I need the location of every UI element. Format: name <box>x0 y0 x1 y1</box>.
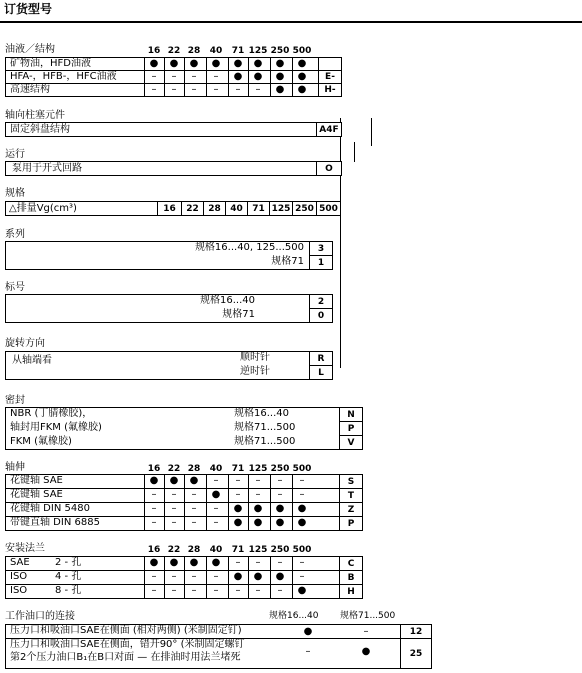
availability-mark: ● <box>149 475 159 486</box>
availability-mark: – <box>171 489 177 500</box>
availability-mark: ● <box>275 571 285 582</box>
size-label: 250 <box>270 545 290 555</box>
code-box: 25 <box>400 638 432 669</box>
availability-mark: ● <box>297 71 307 82</box>
code-box: H- <box>318 83 342 97</box>
port-desc: 压力口和吸油口SAE在侧面，错开90° (米制固定螺钉 <box>10 639 245 650</box>
availability-mark: – <box>191 489 197 500</box>
code-operation: O <box>316 161 342 176</box>
row-label: 矿物油，HFD油液 <box>10 58 91 69</box>
code-box: R <box>309 351 333 366</box>
code-box: H <box>339 584 363 599</box>
availability-mark: – <box>191 517 197 528</box>
availability-mark: ● <box>303 626 313 637</box>
code-box: Z <box>339 502 363 517</box>
availability-mark: ● <box>297 58 307 69</box>
row-edge <box>5 516 6 530</box>
availability-mark: ● <box>275 58 285 69</box>
size-box: 250 <box>292 201 317 216</box>
size-label: 16 <box>147 46 161 56</box>
size-label: 22 <box>167 464 181 474</box>
row-label: 2 - 孔 <box>55 557 82 568</box>
availability-mark: – <box>171 585 177 596</box>
availability-mark: – <box>255 585 261 596</box>
row-label: HFA-，HFB-，HFC油液 <box>10 71 117 82</box>
code-box: P <box>339 421 363 436</box>
row-edge <box>5 488 6 502</box>
row-label: 花键轴 SAE <box>10 489 63 500</box>
seals-heading: 密封 <box>5 395 25 406</box>
availability-mark: ● <box>297 585 307 596</box>
availability-mark: – <box>299 475 305 486</box>
row-label: 8 - 孔 <box>55 585 82 596</box>
availability-mark: ● <box>211 557 221 568</box>
row-edge <box>5 502 6 516</box>
availability-mark: ● <box>169 475 179 486</box>
row-edge <box>5 57 6 70</box>
availability-mark: – <box>213 571 219 582</box>
availability-mark: – <box>151 489 157 500</box>
availability-mark: – <box>299 489 305 500</box>
availability-mark: ● <box>233 503 243 514</box>
availability-mark: ● <box>233 571 243 582</box>
row-label: 高速结构 <box>10 84 50 95</box>
availability-mark: – <box>235 489 241 500</box>
availability-mark: – <box>213 71 219 82</box>
availability-mark: – <box>151 585 157 596</box>
availability-mark: – <box>277 489 283 500</box>
availability-mark: – <box>213 585 219 596</box>
size-label: 250 <box>270 464 290 474</box>
flange-std: ISO <box>10 585 28 596</box>
flange-std: SAE <box>10 557 30 568</box>
size-label: 125 <box>248 545 268 555</box>
availability-mark: ● <box>297 503 307 514</box>
shaft-heading: 轴伸 <box>5 462 25 473</box>
size-label: 16 <box>147 545 161 555</box>
port-desc: 压力口和吸油口SAE在侧面 (相对两侧) (米制固定钉) <box>10 625 242 636</box>
ports-heading: 工作油口的连接 <box>5 611 75 622</box>
row-label: 规格71 <box>271 256 304 267</box>
availability-mark: – <box>151 517 157 528</box>
availability-mark: – <box>277 475 283 486</box>
availability-mark: – <box>235 84 241 95</box>
availability-mark: ● <box>275 71 285 82</box>
size-heading: 规格 <box>5 188 25 199</box>
rotation-row: 从轴端看 <box>12 355 52 366</box>
row-edge <box>5 83 6 96</box>
code-box: 1 <box>309 255 333 270</box>
connector-line <box>371 118 372 146</box>
code-box: 3 <box>309 241 333 256</box>
availability-mark: – <box>255 557 261 568</box>
availability-mark: ● <box>233 517 243 528</box>
availability-mark: – <box>151 71 157 82</box>
size-box: 125 <box>269 201 293 216</box>
row-rule <box>5 530 361 531</box>
size-label: 71 <box>231 464 245 474</box>
size-box: 22 <box>181 201 204 216</box>
port-desc: 第2个压力油口B₁在B口对面 — 在排油时用法兰堵死 <box>10 652 241 663</box>
availability-mark: – <box>191 84 197 95</box>
row-label: 4 - 孔 <box>55 571 82 582</box>
seal-label: NBR (丁腈橡胶)， <box>10 408 93 419</box>
availability-mark: ● <box>253 517 263 528</box>
availability-mark: ● <box>149 557 159 568</box>
availability-mark: – <box>171 503 177 514</box>
availability-mark: ● <box>253 71 263 82</box>
size-label: 28 <box>187 464 201 474</box>
size-label: 22 <box>167 545 181 555</box>
size-box: 500 <box>316 201 341 216</box>
availability-mark: – <box>299 571 305 582</box>
code-box: B <box>339 570 363 585</box>
size-label: 40 <box>209 46 223 56</box>
size-label: 28 <box>187 46 201 56</box>
size-label: 125 <box>248 464 268 474</box>
code-box: 0 <box>309 308 333 323</box>
row-label: 规格16...40 <box>200 295 255 306</box>
availability-mark: ● <box>253 503 263 514</box>
availability-mark: – <box>235 585 241 596</box>
operation-heading: 运行 <box>5 149 25 160</box>
availability-mark: – <box>235 475 241 486</box>
availability-mark: – <box>151 503 157 514</box>
series-heading: 系列 <box>5 229 25 240</box>
availability-mark: ● <box>211 489 221 500</box>
size-label: 16 <box>147 464 161 474</box>
row-label: 花键轴 SAE <box>10 475 63 486</box>
availability-mark: – <box>191 71 197 82</box>
availability-mark: – <box>151 84 157 95</box>
availability-mark: – <box>255 84 261 95</box>
connector-line <box>340 118 341 368</box>
seal-size: 规格71...500 <box>234 436 296 447</box>
code-box: L <box>309 365 333 380</box>
size-label: 22 <box>167 46 181 56</box>
row-label: 规格16...40, 125...500 <box>194 242 304 253</box>
row-label: 顺时针 <box>240 352 270 363</box>
size-label: 40 <box>209 545 223 555</box>
seal-size: 规格16...40 <box>234 408 289 419</box>
availability-mark: – <box>277 557 283 568</box>
row-label: 花键轴 DIN 5480 <box>10 503 90 514</box>
row-edge <box>5 70 6 83</box>
availability-mark: ● <box>297 517 307 528</box>
title-rule <box>0 21 582 23</box>
size-box: 71 <box>247 201 270 216</box>
availability-mark: – <box>213 517 219 528</box>
size-label: 125 <box>248 46 268 56</box>
row-label: 规格71 <box>222 309 255 320</box>
size-label: 28 <box>187 545 201 555</box>
row-label: 逆时针 <box>240 366 270 377</box>
index-heading: 标号 <box>5 282 25 293</box>
operation-row: 泵用于开式回路 <box>12 163 82 174</box>
availability-mark: ● <box>275 84 285 95</box>
availability-mark: – <box>191 585 197 596</box>
availability-mark: ● <box>275 503 285 514</box>
availability-mark: – <box>171 517 177 528</box>
availability-mark: ● <box>149 58 159 69</box>
size-label: 500 <box>292 46 312 56</box>
connector-line <box>354 142 355 162</box>
code-box: 2 <box>309 294 333 309</box>
row-rule <box>5 638 400 639</box>
size-label: 250 <box>270 46 290 56</box>
row-label: 带键直轴 DIN 6885 <box>10 517 100 528</box>
axial-row: 固定斜盘结构 <box>10 124 70 135</box>
availability-mark: – <box>363 626 369 637</box>
row-edge <box>5 556 6 570</box>
row-rule <box>5 598 361 599</box>
size-box: 40 <box>225 201 248 216</box>
row-edge <box>5 474 6 488</box>
availability-mark: – <box>213 503 219 514</box>
availability-mark: – <box>191 571 197 582</box>
code-box: 12 <box>400 624 432 639</box>
fluid-heading: 油液／结构 <box>5 44 55 55</box>
row-rule <box>5 96 340 97</box>
flange-std: ISO <box>10 571 28 582</box>
availability-mark: – <box>171 571 177 582</box>
availability-mark: ● <box>211 58 221 69</box>
availability-mark: ● <box>361 646 371 657</box>
row-edge <box>5 570 6 584</box>
availability-mark: – <box>255 475 261 486</box>
ports-col2: 规格71...500 <box>340 611 396 621</box>
availability-mark: ● <box>169 557 179 568</box>
availability-mark: – <box>213 84 219 95</box>
code-box: C <box>339 556 363 571</box>
axial-heading: 轴向柱塞元件 <box>5 110 65 121</box>
size-label: 500 <box>292 545 312 555</box>
availability-mark: – <box>213 475 219 486</box>
rotation-heading: 旋转方向 <box>5 338 45 349</box>
size-label: 40 <box>209 464 223 474</box>
row-edge <box>5 584 6 598</box>
page-title: 订货型号 <box>4 2 53 16</box>
size-box: 28 <box>203 201 226 216</box>
seal-label: FKM (氟橡胶) <box>10 436 72 447</box>
code-box: T <box>339 488 363 503</box>
ports-col1: 规格16...40 <box>269 611 319 621</box>
availability-mark: ● <box>275 517 285 528</box>
availability-mark: – <box>277 585 283 596</box>
availability-mark: ● <box>253 571 263 582</box>
availability-mark: ● <box>253 58 263 69</box>
code-box: P <box>339 516 363 531</box>
availability-mark: – <box>255 489 261 500</box>
availability-mark: – <box>171 84 177 95</box>
availability-mark: – <box>235 557 241 568</box>
availability-mark: ● <box>189 557 199 568</box>
code-axial: A4F <box>316 122 342 137</box>
availability-mark: ● <box>169 58 179 69</box>
availability-mark: – <box>191 503 197 514</box>
row-rule <box>5 668 400 669</box>
code-box: V <box>339 435 363 450</box>
seal-label: 轴封用FKM (氟橡胶) <box>10 422 102 433</box>
availability-mark: ● <box>233 71 243 82</box>
code-box: N <box>339 407 363 422</box>
availability-mark: ● <box>233 58 243 69</box>
code-box: E- <box>318 70 342 84</box>
code-box <box>318 57 342 71</box>
availability-mark: – <box>299 557 305 568</box>
flange-heading: 安装法兰 <box>5 543 45 554</box>
size-label: 500 <box>292 464 312 474</box>
availability-mark: ● <box>297 84 307 95</box>
availability-mark: – <box>305 646 311 657</box>
availability-mark: – <box>151 571 157 582</box>
size-label: 71 <box>231 46 245 56</box>
size-row: △排量Vg(cm³) <box>9 203 77 214</box>
size-label: 71 <box>231 545 245 555</box>
size-box: 16 <box>157 201 182 216</box>
code-box: S <box>339 474 363 489</box>
availability-mark: ● <box>189 475 199 486</box>
availability-mark: ● <box>189 58 199 69</box>
seal-size: 规格71...500 <box>234 422 296 433</box>
availability-mark: – <box>171 71 177 82</box>
